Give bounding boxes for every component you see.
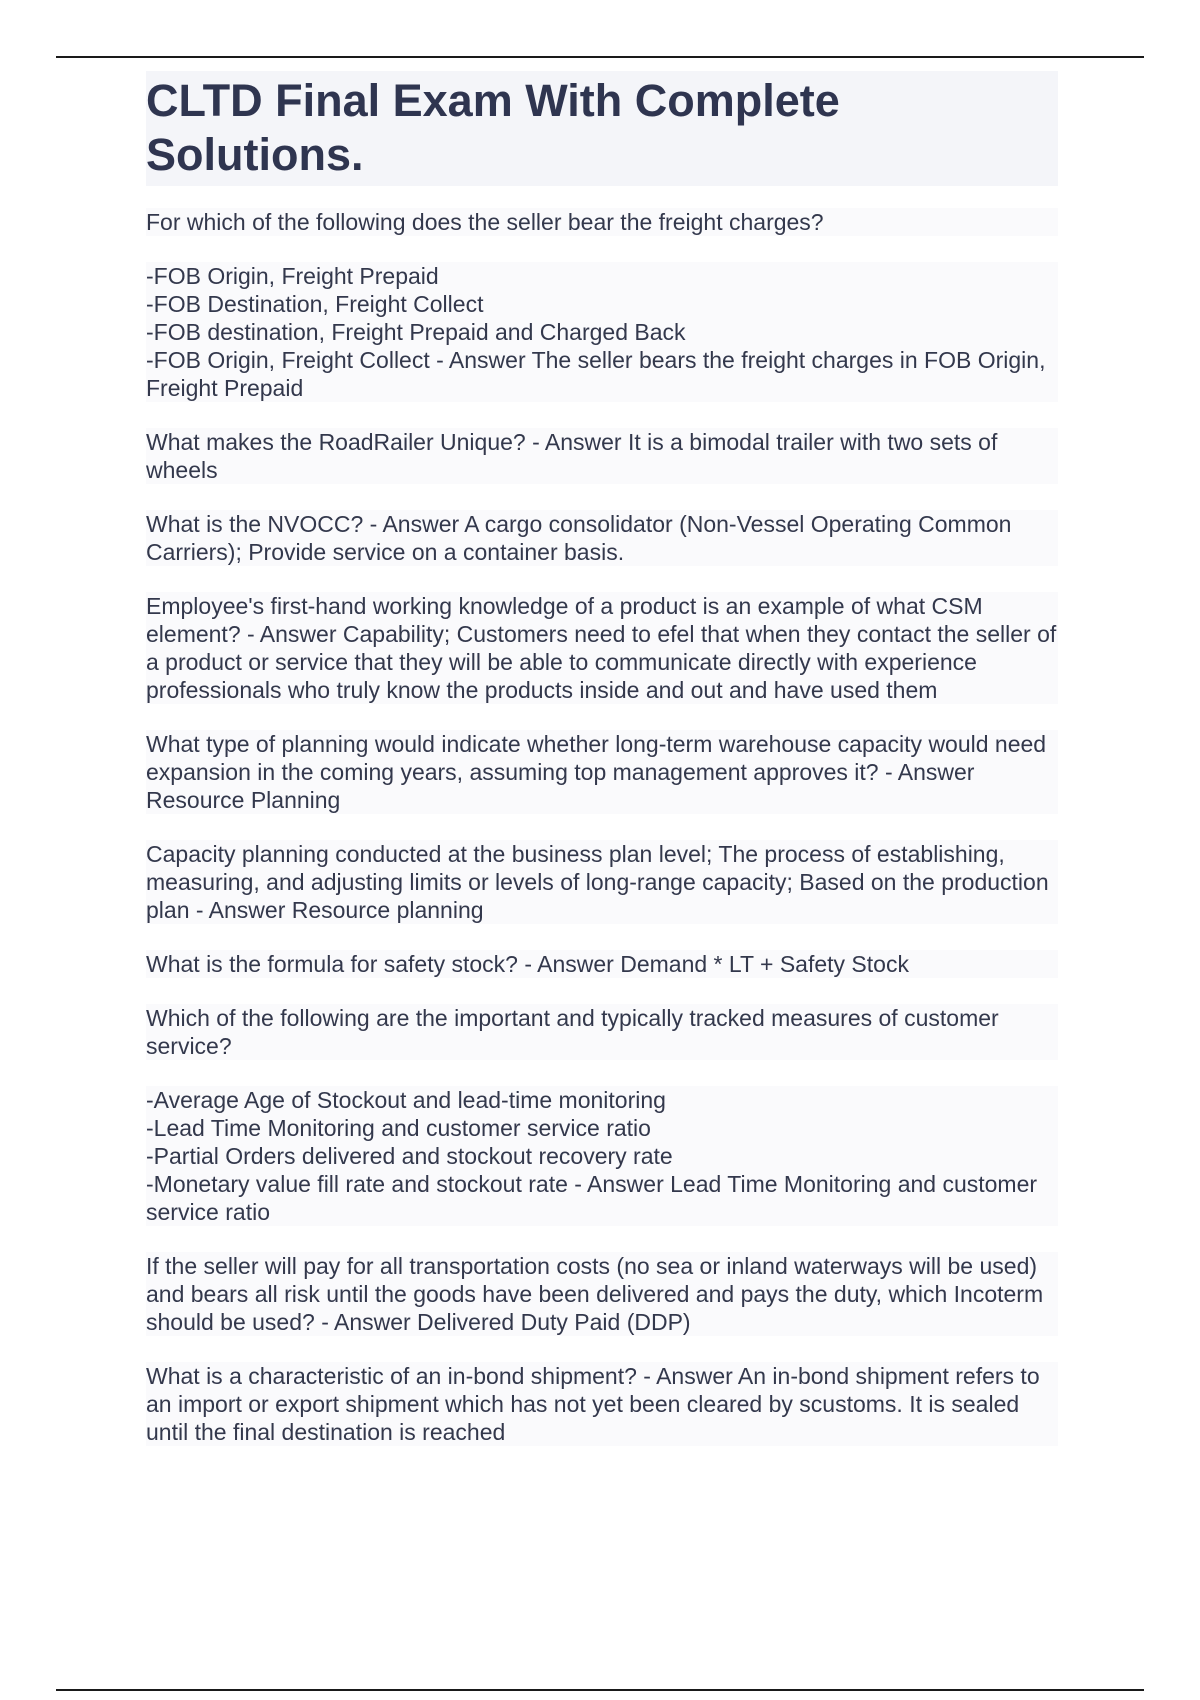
qa-text: What is a characteristic of an in-bond shipment? - Answer An in-bond shipment refers to an import or export shipment which has not yet been cleared by scustoms. It is sealed until the final destination is reached (146, 1363, 1040, 1445)
document-body (146, 71, 1058, 1472)
qa-text: Which of the following are the important and typically tracked measures of customer service? (146, 1005, 999, 1059)
qa-text: What is the formula for safety stock? - Answer Demand * LT + Safety Stock (146, 951, 909, 977)
qa-entry (146, 592, 1058, 704)
qa-text: If the seller will pay for all transportation costs (no sea or inland waterways will be used) and bears all risk until the goods have been delivered and pays the duty, which Incoterm should be used? - Answer Delivered Duty Paid (DDP) (146, 1253, 1044, 1335)
qa-entry (146, 428, 1058, 484)
qa-text: What makes the RoadRailer Unique? - Answer It is a bimodal trailer with two sets of wheels (146, 429, 998, 483)
qa-text: -FOB Origin, Freight Prepaid -FOB Destination, Freight Collect -FOB destination, Freight Prepaid and Charged Back -FOB Origin, Freight Collect - Answer The seller bears the freight charges in FOB Origin, Freight Prepaid (146, 263, 1046, 401)
qa-entry (146, 1004, 1058, 1060)
qa-entry (146, 840, 1058, 924)
bottom-rule (56, 1689, 1144, 1691)
title-block (146, 71, 1058, 186)
qa-text: What type of planning would indicate whether long-term warehouse capacity would need expansion in the coming years, assuming top management approves it? - Answer Resource Planning (146, 731, 1047, 813)
qa-entry (146, 262, 1058, 402)
qa-text: For which of the following does the seller bear the freight charges? (146, 209, 824, 235)
qa-list (146, 208, 1058, 1446)
qa-entry (146, 1362, 1058, 1446)
qa-text: What is the NVOCC? - Answer A cargo consolidator (Non-Vessel Operating Common Carriers); Provide service on a container basis. (146, 511, 1012, 565)
qa-entry (146, 730, 1058, 814)
qa-entry (146, 950, 1058, 978)
qa-entry (146, 208, 1058, 236)
qa-entry (146, 1086, 1058, 1226)
qa-text: -Average Age of Stockout and lead-time monitoring -Lead Time Monitoring and customer service ratio -Partial Orders delivered and stockout recovery rate -Monetary value fill rate and stockout rate - Answer Lead Time Monitoring and customer service ratio (146, 1087, 1038, 1225)
document-title: CLTD Final Exam With Complete Solutions. (146, 75, 840, 180)
qa-entry (146, 510, 1058, 566)
qa-text: Employee's first-hand working knowledge of a product is an example of what CSM element? - Answer Capability; Customers need to efel that when they contact the seller of a product or service that they will be able to communicate directly with experience professionals who truly know the products inside and out and have used them (146, 593, 1057, 703)
qa-text: Capacity planning conducted at the business plan level; The process of establishing, measuring, and adjusting limits or levels of long-range capacity; Based on the production plan - Answer Resource planning (146, 841, 1049, 923)
top-rule (56, 56, 1144, 58)
qa-entry (146, 1252, 1058, 1336)
